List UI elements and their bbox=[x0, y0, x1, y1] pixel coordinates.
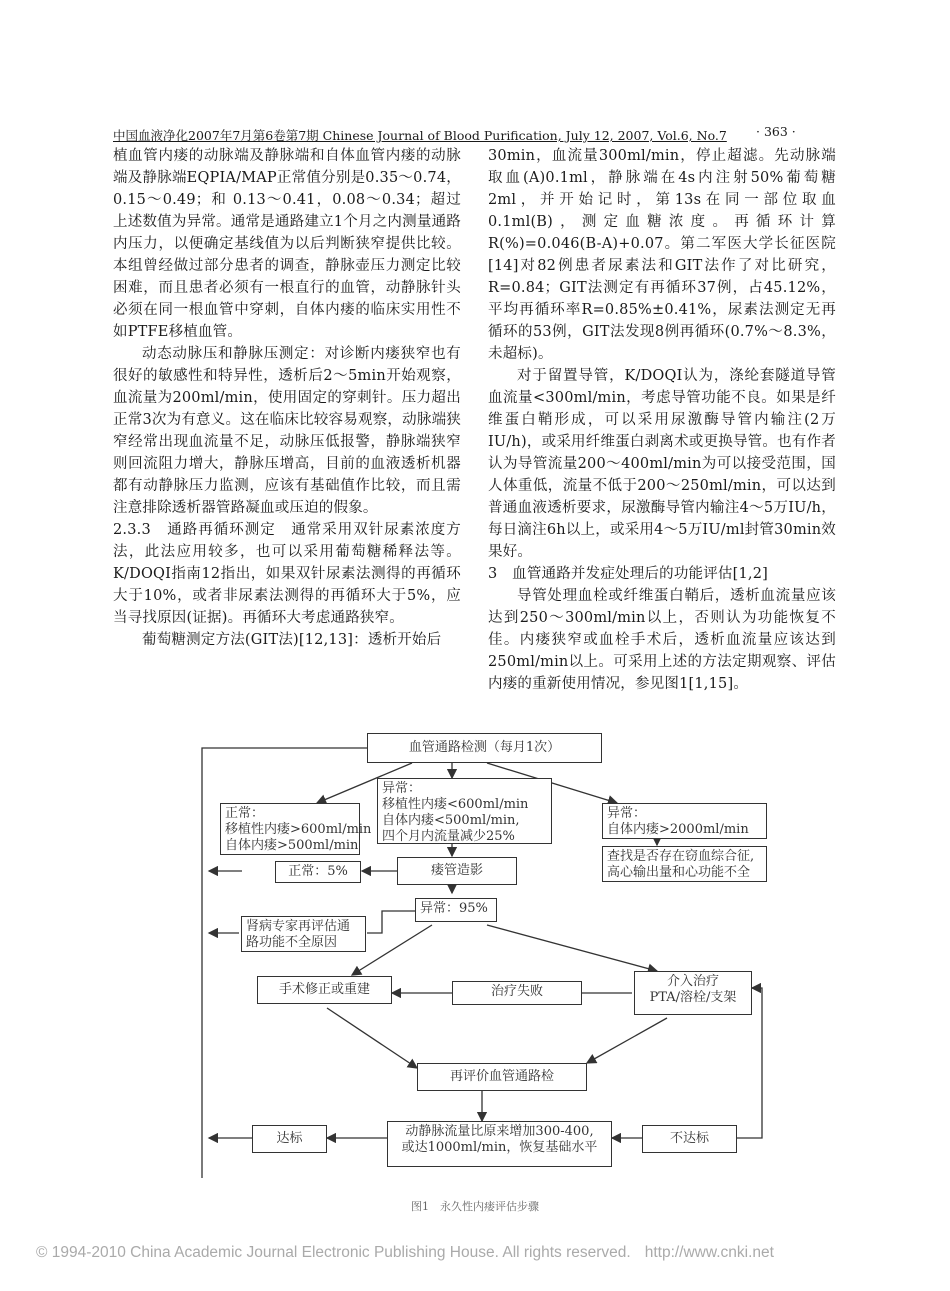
right-column bbox=[488, 145, 836, 695]
flow-abnormal-right-box bbox=[602, 803, 767, 839]
section-heading: 3 血管通路并发症处理后的功能评估[1,2] bbox=[488, 566, 768, 582]
flow-intervention-box bbox=[634, 971, 752, 1015]
section-heading-paragraph: 2.3.3 通路再循环测定 通常采用双针尿素浓度方法，此法应用较多，也可以采用葡萄糖稀释法等。K/DOQI指南12指出，如果双针尿素法测得的再循环大于10%，或者非尿素法测得的再循环大于5%，应当寻找原因(证据)。再循环大考虑通路狭窄。 bbox=[113, 522, 461, 626]
left-column bbox=[113, 145, 461, 651]
flow-nephro-box bbox=[241, 916, 366, 952]
flow-normal-box bbox=[220, 803, 372, 855]
flow-text: 介入治疗 bbox=[666, 974, 719, 989]
flow-text: 移植性内瘘>600ml/min bbox=[225, 822, 372, 837]
paragraph: 30min，血流量300ml/min，停止超滤。先动脉端取血(A)0.1ml，静脉端在4s内注射50%葡萄糖2ml，并开始记时，第13s在同一部位取血0.1ml(B)，测定血糖浓度。再循环计算R(%)=0.046(B-A)+0.07。第二军医大学长征医院[14]对82例患者尿素法和GIT法作了对比研究，R=0.84；GIT法测定有再循环37例，占45.12%，平均再循环率R=0.85%±0.41%，尿素法测定无再循环的53例，GIT法发现8例再循环(0.7%～8.3%，未超标)。 bbox=[488, 148, 836, 362]
flow-check-box bbox=[602, 846, 767, 882]
flow-fail-box: 治疗失败 bbox=[452, 981, 582, 1005]
paragraph: 导管处理血栓或纤维蛋白鞘后，透析血流量应该达到250～300ml/min以上，否则认为功能恢复不佳。内瘘狭窄或血栓手术后，透析血流量应该达到250ml/min以上。可采用上述的方法定期观察、评估内瘘的重新使用情况，参见图1[1,15]。 bbox=[488, 588, 836, 692]
footer-url[interactable]: http://www.cnki.net bbox=[644, 1244, 774, 1261]
footer bbox=[36, 1244, 774, 1262]
flow-abnormal95-box: 异常：95% bbox=[415, 898, 497, 922]
flow-reeval-box: 再评价血管通路检 bbox=[417, 1063, 587, 1091]
flow-text: 移植性内瘘<600ml/min bbox=[382, 797, 529, 812]
flow-notreach-box: 不达标 bbox=[642, 1125, 737, 1153]
flow-text: 异常： bbox=[382, 781, 422, 796]
flow-text: 四个月内流量减少25% bbox=[382, 829, 515, 844]
flow-surgery-box: 手术修正或重建 bbox=[257, 976, 392, 1004]
flow-text: 高心输出量和心功能不全 bbox=[607, 865, 751, 880]
journal-title: 中国血液净化 bbox=[113, 128, 189, 143]
flow-text: 或达1000ml/min，恢复基础水平 bbox=[401, 1140, 598, 1155]
paragraph: 植血管内瘘的动脉端及静脉端和自体血管内瘘的动脉端及静脉端EQPIA/MAP正常值分别是0.35～0.74，0.15～0.49；和 0.13～0.41，0.08～0.34；超过上述数值为异常。通常是通路建立1个月之内测量通路内压力，以便确定基线值为以后判断狭窄提供比较。本组曾经做过部分患者的调查，静脉壶压力测定比较困难，而且患者必须有一根直行的血管，动静脉针头必须在同一根血管中穿刺，自体内瘘的临床实用性不如PTFE移植血管。 bbox=[113, 148, 461, 340]
flow-reach-box: 达标 bbox=[252, 1125, 327, 1153]
flow-text: 异常： bbox=[607, 806, 647, 821]
flow-text: 正常： bbox=[225, 806, 265, 821]
paragraph: 对于留置导管，K/DOQI认为，涤纶套隧道导管血流量<300ml/min，考虑导管功能不良。如果是纤维蛋白鞘形成，可以采用尿激酶导管内输注(2万IU/h)，或采用纤维蛋白剥离术或更换导管。也有作者认为导管流量200～400ml/min为可以接受范围，国人体重低，流量不低于200～250ml/min，可以达到普通血液透析要求，尿激酶导管内输注4～5万IU/h，每日滴注6h以上，或采用4～5万IU/ml封管30min效果好。 bbox=[488, 368, 836, 560]
figure-caption: 图1 永久性内瘘评估步骤 bbox=[411, 1200, 539, 1213]
flow-text: 查找是否存在窃血综合征, bbox=[607, 849, 755, 864]
journal-info: 2007年7月第6卷第7期 Chinese Journal of Blood Purification, July 12, 2007, Vol.6, No.7 bbox=[188, 128, 727, 143]
paragraph: 动态动脉压和静脉压测定：对诊断内瘘狭窄也有很好的敏感性和特异性，透析后2～5min开始观察，血流量为200ml/min，使用固定的穿刺针。压力超出正常3次为有意义。这在临床比较容易观察，动脉端狭窄经常出现血流量不足，动脉压低报警，静脉端狭窄则回流阻力增大，静脉压增高，目前的血液透析机器都有动静脉压力监测，应该有基础值作比较，而且需注意排除透析器管路凝血或压迫的假象。 bbox=[113, 346, 461, 516]
flow-text: 动静脉流量比原来增加300-400, bbox=[405, 1124, 594, 1139]
copyright-notice: © 1994-2010 China Academic Journal Electronic Publishing House. All rights reserved. bbox=[36, 1244, 631, 1261]
flow-text: 自体内瘘<500ml/min, bbox=[382, 813, 520, 828]
paragraph: 葡萄糖测定方法(GIT法)[12,13]：透析开始后 bbox=[142, 632, 442, 648]
page-number: · 363 · bbox=[756, 124, 796, 139]
flow-text: 自体内瘘>500ml/min bbox=[225, 838, 359, 853]
flow-text: 路功能不全原因 bbox=[246, 935, 338, 950]
flow-abnormal-mid-box bbox=[377, 778, 552, 844]
running-header bbox=[113, 126, 727, 144]
flow-top-box: 血管通路检测（每月1次） bbox=[367, 733, 602, 763]
flow-angiography-box: 瘘管造影 bbox=[397, 857, 517, 885]
flowchart bbox=[197, 733, 777, 1188]
flow-text: PTA/溶栓/支架 bbox=[649, 990, 737, 1005]
flow-normal5-box: 正常：5% bbox=[275, 861, 361, 883]
flow-text: 自体内瘘>2000ml/min bbox=[607, 822, 749, 837]
flow-increase-box bbox=[387, 1121, 612, 1167]
flow-text: 肾病专家再评估通 bbox=[246, 919, 351, 934]
